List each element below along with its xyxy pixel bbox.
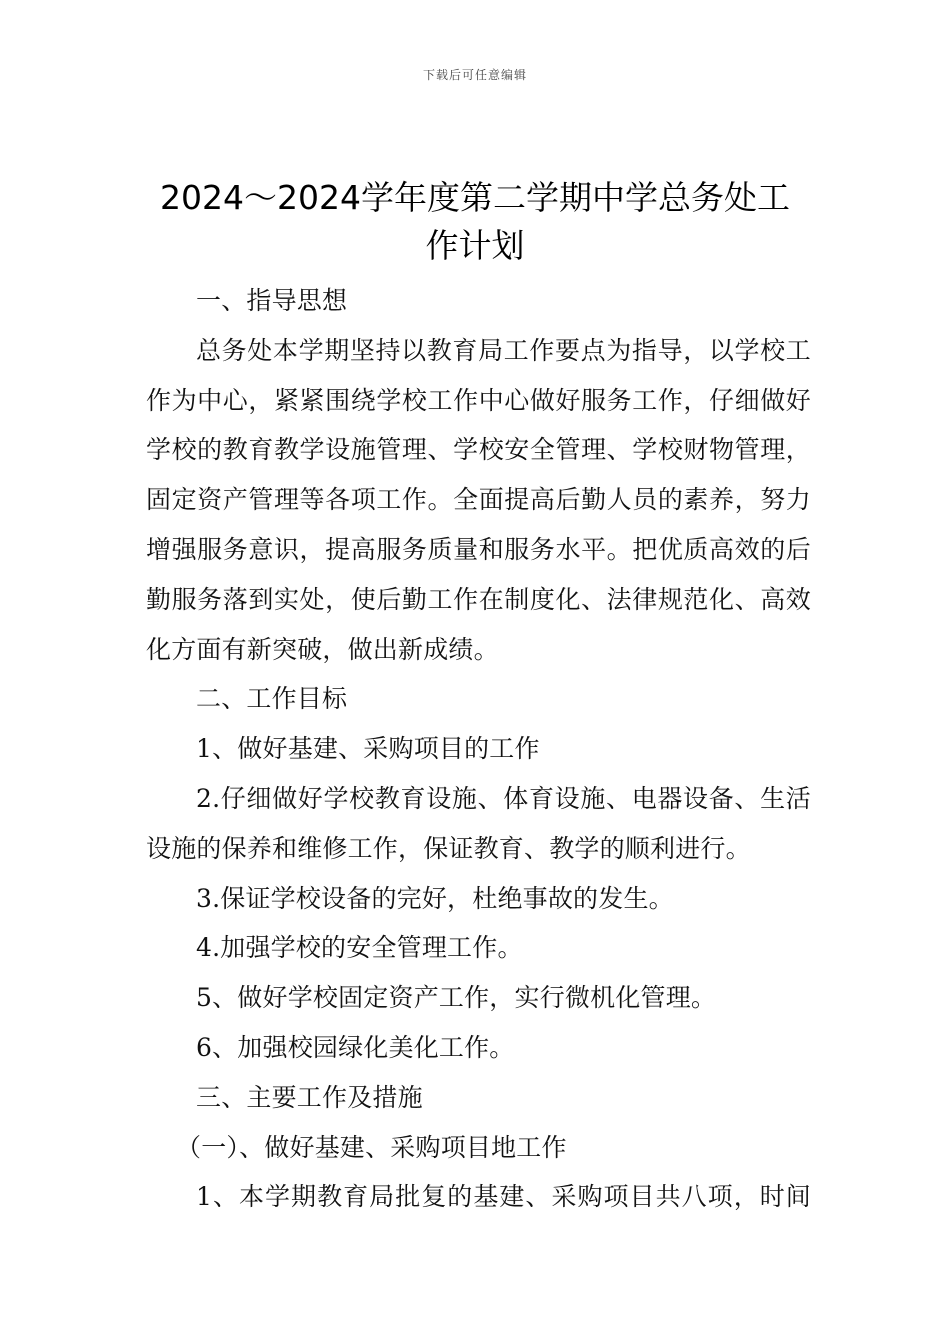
goal-item-1: 1、做好基建、采购项目的工作 [196, 734, 540, 764]
section-heading-work-goals: 二、工作目标 [196, 684, 348, 714]
goal-item-4: 4.加强学校的安全管理工作。 [196, 933, 523, 963]
goal-item-5: 5、做好学校固定资产工作，实行微机化管理。 [196, 983, 717, 1013]
document-title [120, 174, 830, 270]
title-line-2: 作计划 [425, 226, 525, 265]
goal-item-3: 3.保证学校设备的完好，杜绝事故的发生。 [196, 883, 674, 913]
section-heading-guiding-ideology: 一、指导思想 [196, 286, 348, 315]
goal-item-6: 6、加强校园绿化美化工作。 [196, 1032, 515, 1062]
document-body [146, 276, 811, 1222]
sub-heading-construction-procurement: （一）、做好基建、采购项目地工作 [176, 1132, 567, 1162]
main-work-item-1: 1、本学期教育局批复的基建、采购项目共八项，时间 [196, 1182, 811, 1212]
section-heading-main-work: 三、主要工作及措施 [196, 1082, 423, 1112]
header-note: 下载后可任意编辑 [422, 68, 527, 82]
title-line-1: 2024～2024学年度第二学期中学总务处工 [160, 178, 790, 217]
paragraph-guiding-ideology: 总务处本学期坚持以教育局工作要点为指导，以学校工作为中心，紧紧围绕学校工作中心做好服务工作，仔细做好学校的教育教学设施管理、学校安全管理、学校财物管理，固定资产管理等各项工作。全面提高后勤人员的素养，努力增强服务意识，提高服务质量和服务水平。把优质高效的后勤服务落到实处，使后勤工作在制度化、法律规范化、高效化方面有新突破，做出新成绩。 [146, 335, 811, 664]
goal-item-2: 2.仔细做好学校教育设施、体育设施、电器设备、生活设施的保养和维修工作，保证教育、教学的顺利进行。 [146, 783, 811, 863]
